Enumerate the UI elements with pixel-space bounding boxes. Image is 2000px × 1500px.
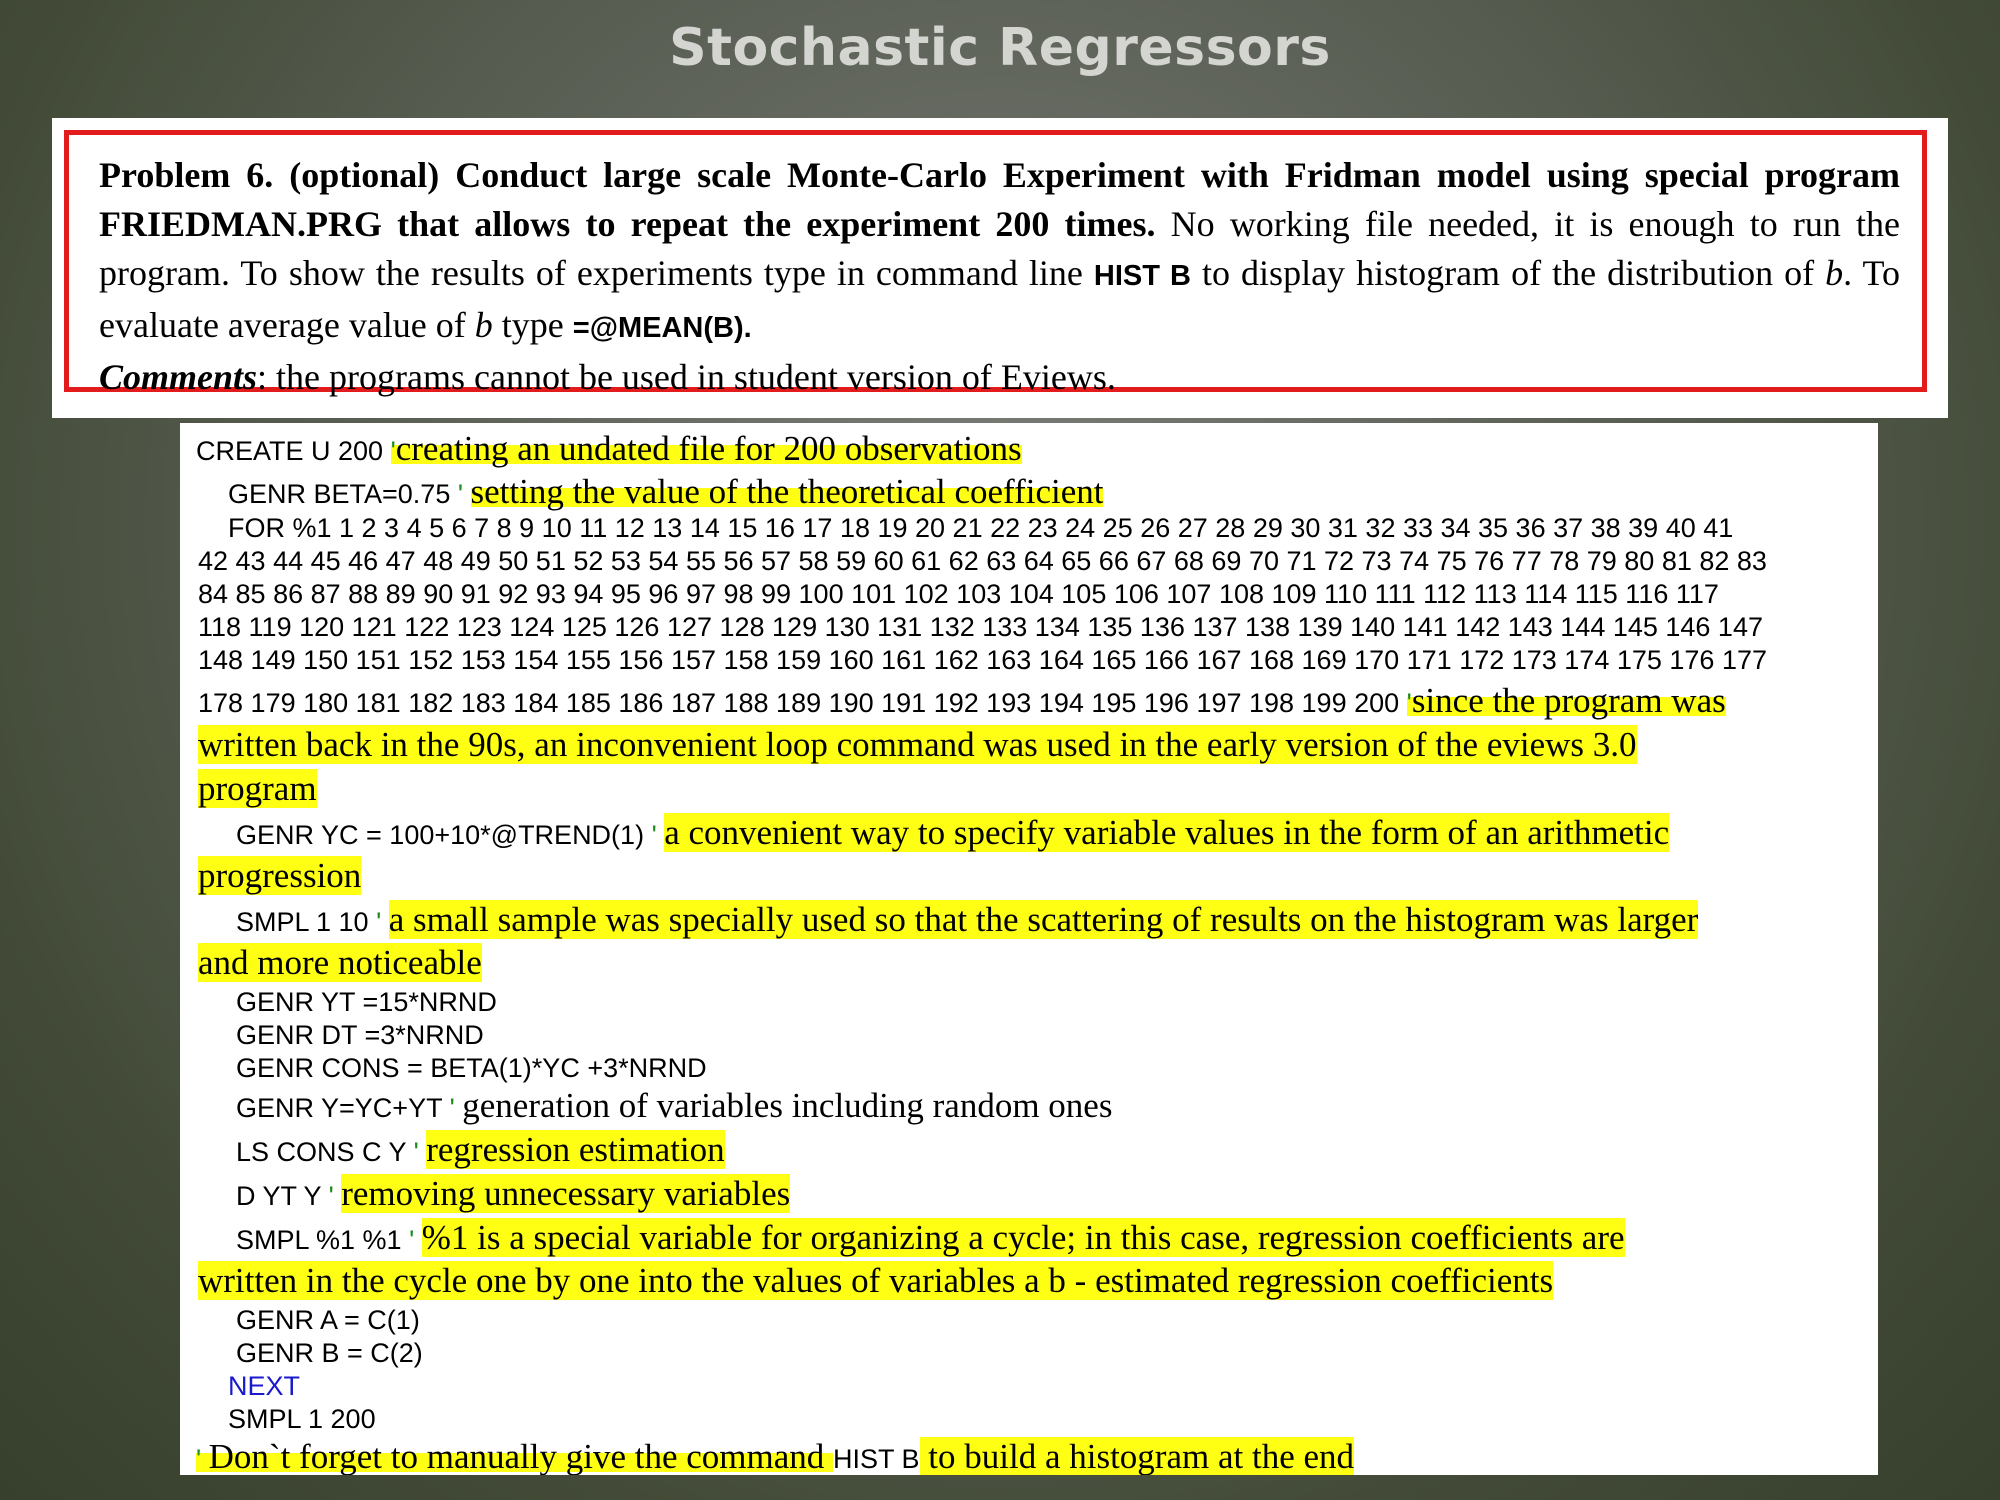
- code-line-next: NEXT: [228, 1371, 301, 1401]
- hist-command: HIST B: [833, 1444, 920, 1474]
- code-line-d: D YT Y ' removing unnecessary variables: [236, 1174, 791, 1213]
- code-line-for-2: 42 43 44 45 46 47 48 49 50 51 52 53 54 55 56 57 58 59 60 61 62 63 64 65 66 67 68 69 70 71 72 73 74 75 76 77 78 79 80 81 82 83: [198, 546, 1767, 576]
- comment: since the program was: [1411, 681, 1726, 720]
- comment: removing unnecessary variables: [341, 1174, 791, 1213]
- for-keyword: FOR: [228, 513, 285, 543]
- code-line-for-5: 148 149 150 151 152 153 154 155 156 157 158 159 160 161 162 163 164 165 166 167 168 169 170 171 172 173 174 175 176 177: [198, 645, 1767, 675]
- hist-command: HIST B: [1093, 260, 1191, 292]
- comment: generation of variables including random ones: [462, 1086, 1113, 1125]
- code-line-smpl-200: SMPL 1 200: [228, 1404, 376, 1434]
- comment: regression estimation: [426, 1130, 725, 1169]
- comment-line: program: [198, 769, 317, 808]
- code-line-for-4: 118 119 120 121 122 123 124 125 126 127 128 129 130 131 132 133 134 135 136 137 138 139 140 141 142 143 144 145 146 147: [198, 612, 1763, 642]
- problem-text-c: . To evaluate average value of: [99, 253, 1901, 345]
- code-line-a: GENR A = C(1): [236, 1305, 420, 1335]
- slide-title: Stochastic Regressors: [669, 18, 1331, 78]
- comments-text: : the programs cannot be used in student version of Eviews.: [257, 357, 1116, 397]
- comment-line: progression: [198, 856, 362, 895]
- code-line-for-3: 84 85 86 87 88 89 90 91 92 93 94 95 96 97 98 99 100 101 102 103 104 105 106 107 108 109 110 111 112 113 114 115 116 117: [198, 579, 1719, 609]
- problem-heading: Problem 6. (optional) Conduct large scale Monte-Carlo Experiment with Fridman model using special program FRIEDMAN.PRG that allows to repeat the experiment 200 times.: [99, 155, 1900, 244]
- comment: a small sample was specially used so that the scattering of results on the histogram was larger: [388, 900, 1699, 939]
- code-line-b: GENR B = C(2): [236, 1338, 423, 1368]
- comment: %1 is a special variable for organizing a cycle; in this case, regression coefficients are: [421, 1218, 1625, 1257]
- variable-b: b: [474, 305, 493, 345]
- comment-line: and more noticeable: [198, 943, 482, 982]
- comment: setting the value of the theoretical coefficient: [470, 472, 1104, 511]
- problem-panel: [52, 118, 1948, 418]
- code-line-yt: GENR YT =15*NRND: [236, 987, 497, 1017]
- problem-text-a: No working file needed, it is enough to run the program. To show the results of experiments type in command line: [99, 204, 1900, 293]
- comment: a convenient way to specify variable values in the form of an arithmetic: [664, 813, 1670, 852]
- code-line-smpl-cycle: SMPL %1 %1 ' %1 is a special variable for organizing a cycle; in this case, regression coefficients are: [236, 1218, 1625, 1257]
- code-line-create: CREATE U 200 'creating an undated file for 200 observations: [196, 429, 1022, 468]
- code-line-y: GENR Y=YC+YT ' generation of variables including random ones: [236, 1086, 1113, 1125]
- code-line-for: FOR %1 1 2 3 4 5 6 7 8 9 10 11 12 13 14 15 16 17 18 19 20 21 22 23 24 25 26 27 28 29 30 31 32 33 34 35 36 37 38 39 40 41: [228, 513, 1734, 543]
- mean-command: =@MEAN(B).: [572, 312, 752, 344]
- problem-text-b: to display histogram of the distribution of: [1191, 253, 1826, 293]
- variable-b: b: [1825, 253, 1844, 293]
- comment-line: written in the cycle one by one into the values of variables a b - estimated regression coefficients: [198, 1261, 1554, 1300]
- code-line-final-comment: ' Don`t forget to manually give the command HIST B to build a histogram at the end: [196, 1437, 1355, 1475]
- code-line-beta: GENR BETA=0.75 ' setting the value of the theoretical coefficient: [228, 472, 1104, 511]
- problem-text-d: type: [492, 305, 573, 345]
- comments-label: Comments: [99, 357, 258, 397]
- code-line-yc: GENR YC = 100+10*@TREND(1) ' a convenient way to specify variable values in the form of an arithmetic: [236, 813, 1670, 852]
- problem-statement-box: [64, 130, 1927, 397]
- code-line-for-6: 178 179 180 181 182 183 184 185 186 187 188 189 190 191 192 193 194 195 196 197 198 199 200 'since the program was: [198, 681, 1726, 720]
- code-line-smpl-10: SMPL 1 10 ' a small sample was specially used so that the scattering of results on the histogram was larger: [236, 900, 1699, 939]
- comment-line: written back in the 90s, an inconvenient loop command was used in the early version of the eviews 3.0: [198, 725, 1637, 764]
- comment: creating an undated file for 200 observations: [395, 429, 1022, 468]
- code-line-dt: GENR DT =3*NRND: [236, 1020, 484, 1050]
- code-line-ls: LS CONS C Y ' regression estimation: [236, 1130, 725, 1169]
- program-listing: [180, 423, 1878, 1475]
- code-line-cons: GENR CONS = BETA(1)*YC +3*NRND: [236, 1053, 707, 1083]
